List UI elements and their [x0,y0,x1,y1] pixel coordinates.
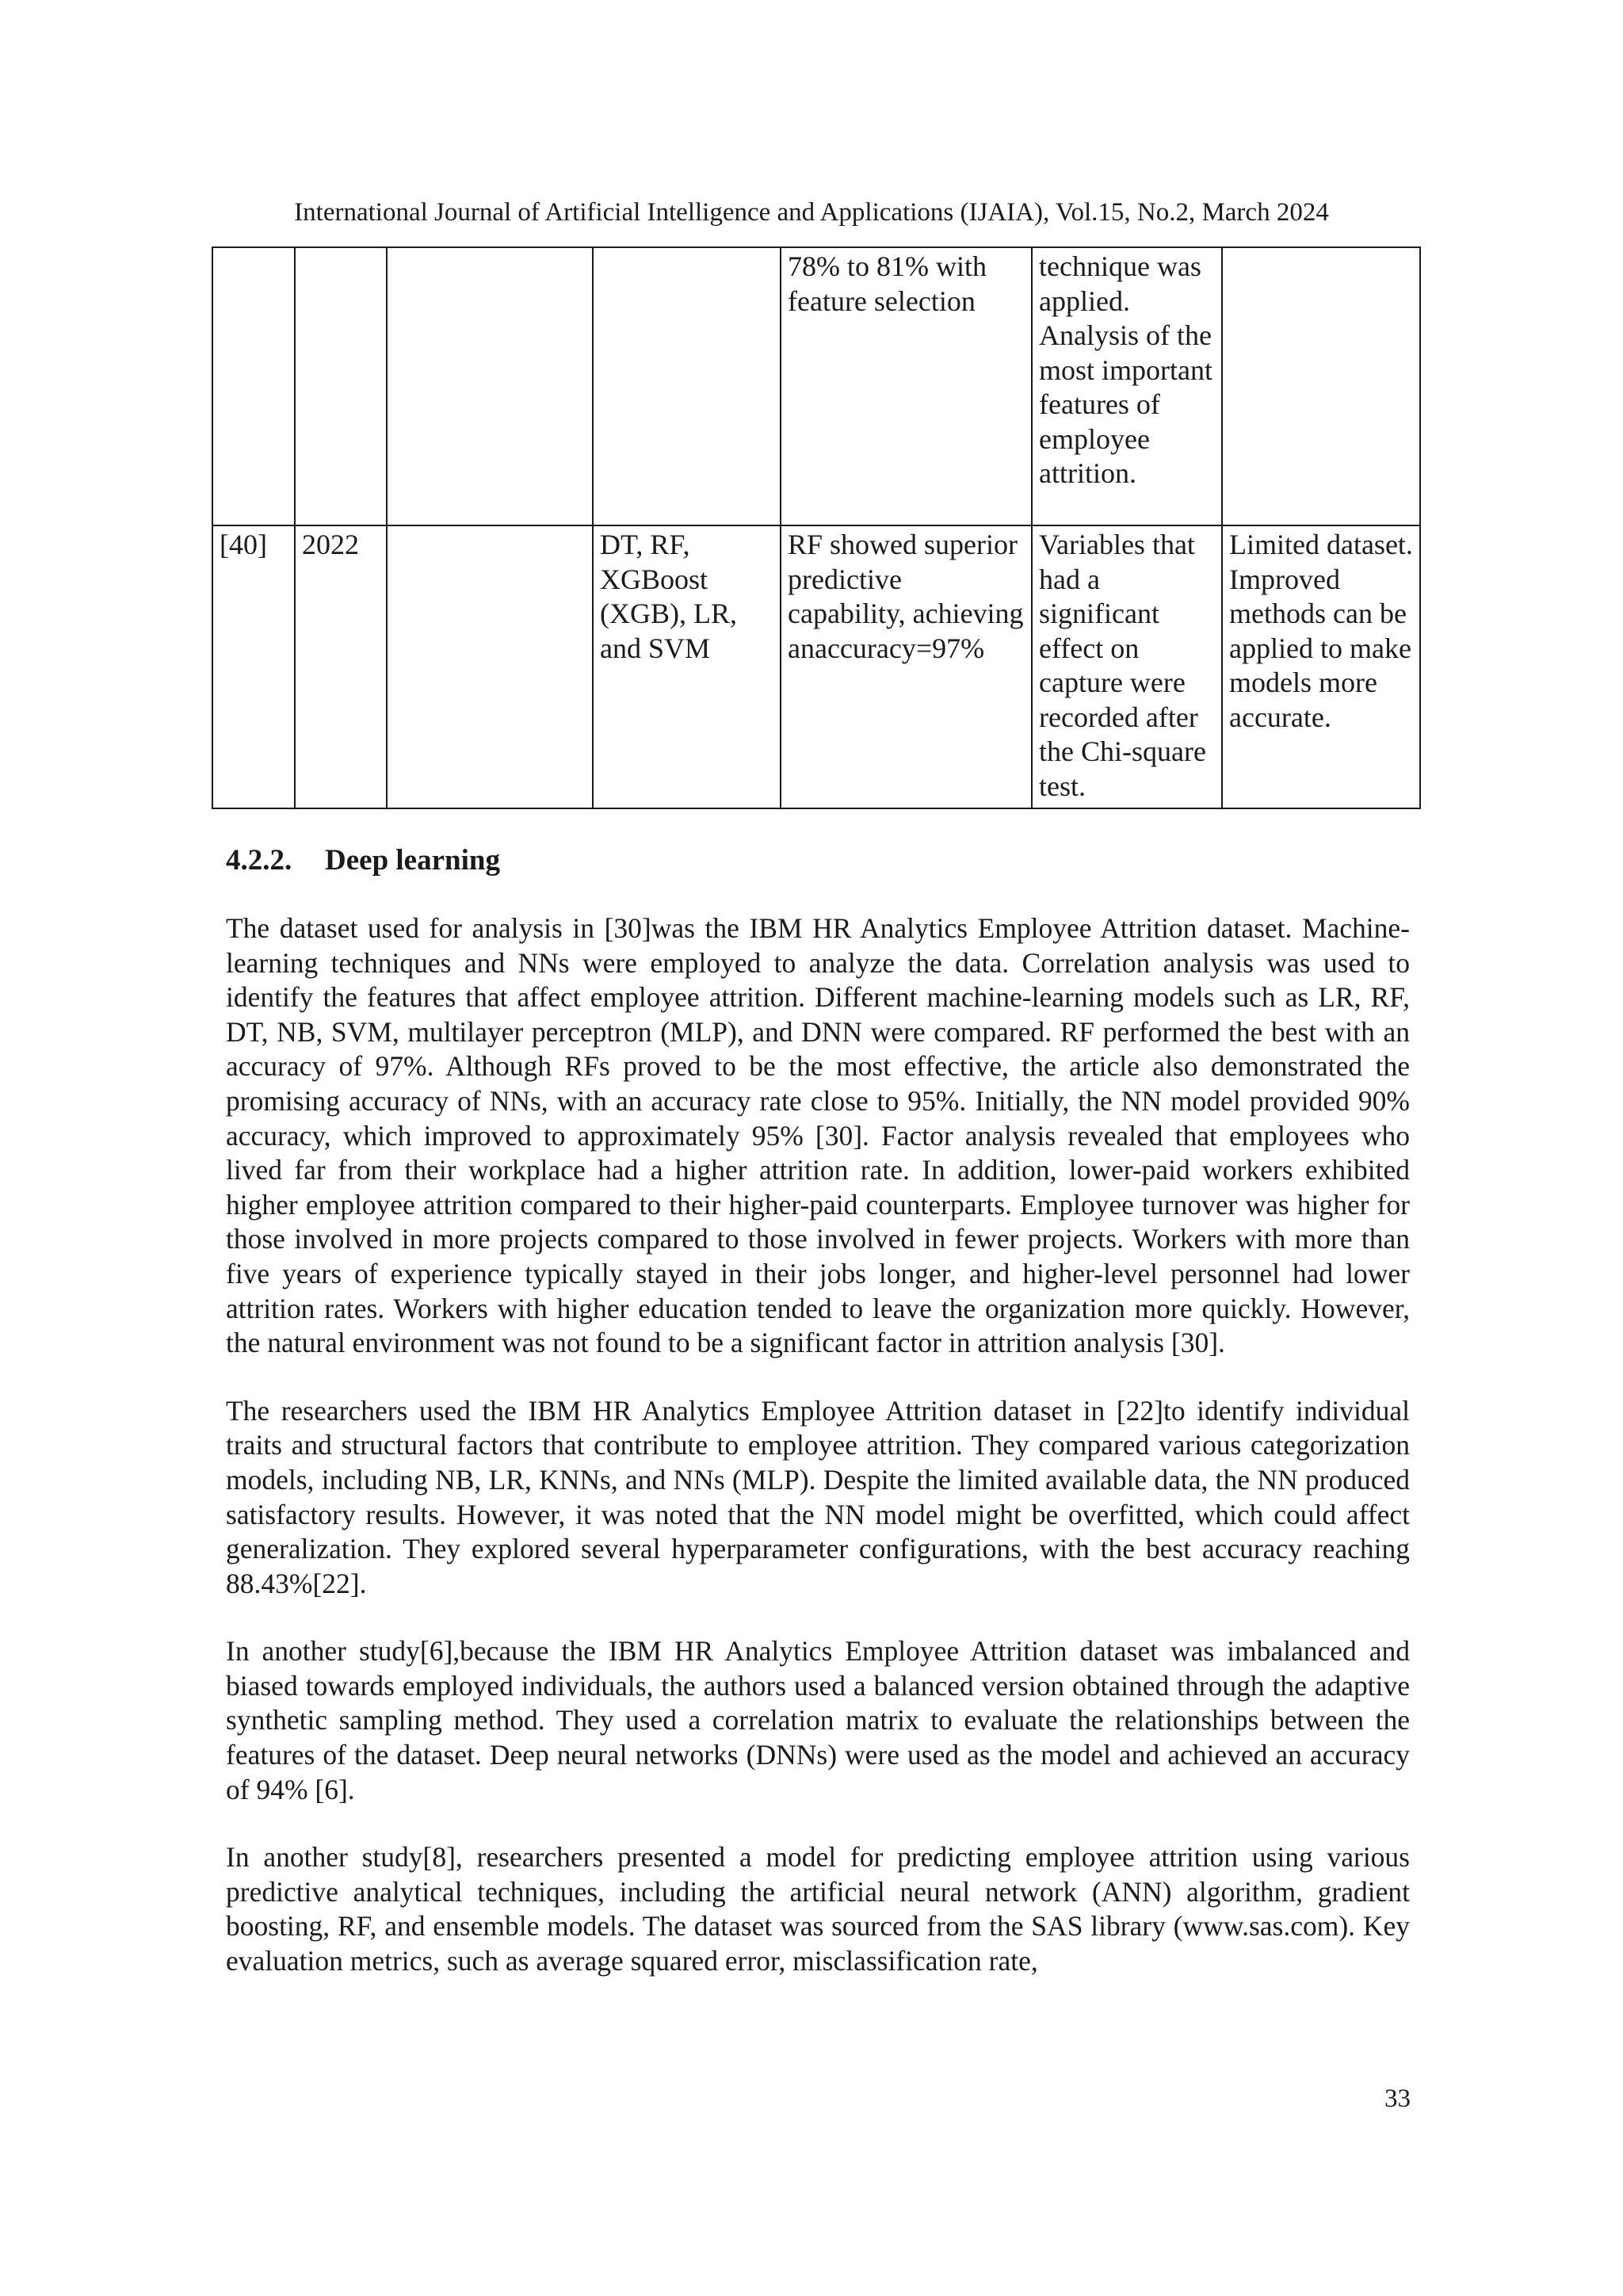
paragraph: The dataset used for analysis in [30]was the IBM HR Analytics Employee Attrition dataset. Machine-learning techniques and NNs were employed to analyze the data. Correlation analysis was used to identify the features that affect employee attrition. Different machine-learning models such as LR, RF, DT, NB, SVM, multilayer perceptron (MLP), and DNN were compared. RF performed the best with an accuracy of 97%. Although RFs proved to be the most effective, the article also demonstrated the promising accuracy of NNs, with an accuracy rate close to 95%. Initially, the NN model provided 90% accuracy, which improved to approximately 95% [30]. Factor analysis revealed that employees who lived far from their workplace had a higher attrition rate. In addition, lower-paid workers exhibited higher employee attrition compared to their higher-paid counterparts. Employee turnover was higher for those involved in more projects compared to those involved in fewer projects. Workers with more than five years of experience typically stayed in their jobs longer, and higher-level personnel had lower attrition rates. Workers with higher education tended to leave the organization more quickly. However, the natural environment was not found to be a significant factor in attrition analysis [30]. [226,912,1410,1359]
paragraph: In another study[6],because the IBM HR Analytics Employee Attrition dataset was imbalanced and biased towards employed individuals, the authors used a balanced version obtained through the adaptive synthetic sampling method. They used a correlation matrix to evaluate the relationships between the features of the dataset. Deep neural networks (DNNs) were used as the model and achieved an accuracy of 94% [6]. [226,1635,1410,1805]
cell-limitations: Limited dataset. Improved methods can be applied to make models more accurate. [1222,525,1420,808]
cell-methods [593,247,781,525]
table-row [212,525,1420,808]
cell-year [295,247,387,525]
cell-features: technique was applied. Analysis of the most important features of employee attrition. [1032,247,1222,525]
table-row [212,247,1420,525]
paragraph: The researchers used the IBM HR Analytics Employee Attrition dataset in [22]to identify individual traits and structural factors that contribute to employee attrition. They compared various categorization models, including NB, LR, KNNs, and NNs (MLP). Despite the limited available data, the NN produced satisfactory results. However, it was noted that the NN model might be overfitted, which could affect generalization. They explored several hyperparameter configurations, with the best accuracy reaching 88.43%[22]. [226,1394,1410,1599]
comparison-table-continued [212,246,1421,809]
cell-limitations [1222,247,1420,525]
cell-ref [212,247,295,525]
cell-features: Variables that had a significant effect on capture were recorded after the Chi-square test. [1032,525,1222,808]
running-header: International Journal of Artificial Intelligence and Applications (IJAIA), Vol.15, No.2, March 2024 [294,198,1329,227]
section-title: Deep learning [325,844,500,877]
section-number: 4.2.2. [226,844,292,877]
cell-year: 2022 [295,525,387,808]
cell-ref: [40] [212,525,295,808]
paragraph: In another study[8], researchers presented a model for predicting employee attrition using various predictive analytical techniques, including the artificial neural network (ANN) algorithm, gradient boosting, RF, and ensemble models. The dataset was sourced from the SAS library (www.sas.com). Key evaluation metrics, such as average squared error, misclassification rate, [226,1841,1410,1977]
section-heading [226,842,500,880]
cell-col3 [387,247,593,525]
body-text [226,911,1410,2012]
page-number: 33 [1384,2084,1411,2113]
cell-results: 78% to 81% with feature selection [781,247,1032,525]
cell-results: RF showed superior predictive capability, achieving anaccuracy=97% [781,525,1032,808]
cell-col3 [387,525,593,808]
cell-methods: DT, RF, XGBoost (XGB), LR, and SVM [593,525,781,808]
